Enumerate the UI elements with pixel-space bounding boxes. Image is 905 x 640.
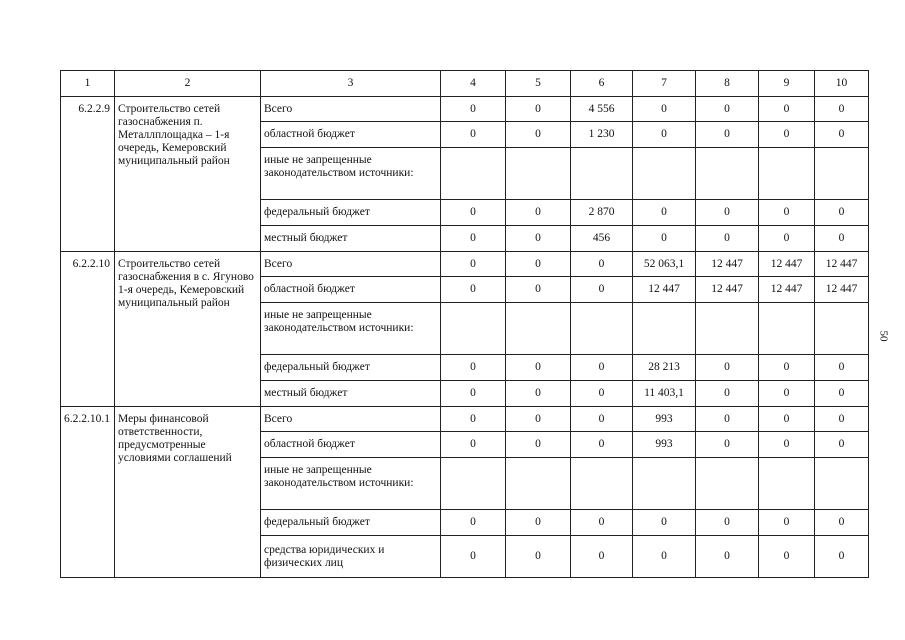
item-code: 6.2.2.9: [61, 97, 115, 252]
column-header: 7: [633, 71, 696, 97]
column-header: 10: [815, 71, 869, 97]
value-cell: 0: [441, 536, 506, 578]
value-cell: 0: [441, 200, 506, 226]
value-cell: 1 230: [571, 122, 633, 148]
value-cell: [815, 458, 869, 510]
value-cell: 0: [815, 200, 869, 226]
funding-source-label: иные не запрещенные законодательством источники:: [261, 458, 441, 510]
value-cell: 12 447: [759, 252, 815, 277]
value-cell: 0: [506, 407, 571, 432]
value-cell: 0: [759, 510, 815, 536]
value-cell: [696, 303, 759, 355]
value-cell: 0: [815, 510, 869, 536]
value-cell: 0: [696, 536, 759, 578]
value-cell: 0: [759, 122, 815, 148]
budget-table: [60, 70, 869, 578]
funding-source-label: Всего: [261, 407, 441, 432]
funding-source-label: федеральный бюджет: [261, 200, 441, 226]
value-cell: 0: [571, 432, 633, 458]
value-cell: 0: [696, 407, 759, 432]
column-header: 4: [441, 71, 506, 97]
value-cell: 0: [506, 536, 571, 578]
value-cell: [441, 303, 506, 355]
value-cell: [633, 303, 696, 355]
value-cell: 0: [441, 510, 506, 536]
value-cell: 0: [633, 536, 696, 578]
funding-source-label: областной бюджет: [261, 122, 441, 148]
column-header: 9: [759, 71, 815, 97]
funding-source-label: Всего: [261, 97, 441, 122]
value-cell: 0: [696, 355, 759, 381]
value-cell: 0: [815, 432, 869, 458]
value-cell: 0: [506, 226, 571, 252]
funding-source-label: федеральный бюджет: [261, 355, 441, 381]
value-cell: [441, 458, 506, 510]
value-cell: 993: [633, 432, 696, 458]
value-cell: 0: [506, 200, 571, 226]
value-cell: [506, 148, 571, 200]
value-cell: 0: [759, 226, 815, 252]
table-row: [61, 97, 869, 122]
value-cell: 0: [759, 355, 815, 381]
value-cell: [759, 303, 815, 355]
value-cell: [506, 458, 571, 510]
item-code: 6.2.2.10.1: [61, 407, 115, 578]
value-cell: 0: [633, 200, 696, 226]
page-number: 50: [877, 330, 890, 342]
value-cell: [571, 148, 633, 200]
item-title: Меры финансовой ответственности, предусмотренные условиями соглашений: [115, 407, 261, 578]
value-cell: 0: [815, 226, 869, 252]
value-cell: 0: [696, 122, 759, 148]
value-cell: 0: [696, 510, 759, 536]
value-cell: 0: [571, 407, 633, 432]
value-cell: 0: [571, 252, 633, 277]
value-cell: 0: [815, 381, 869, 407]
item-title: Строительство сетей газоснабжения в с. Ягуново 1-я очередь, Кемеровский муниципальный район: [115, 252, 261, 407]
value-cell: 12 447: [815, 252, 869, 277]
value-cell: [571, 303, 633, 355]
value-cell: 0: [633, 226, 696, 252]
value-cell: 0: [571, 536, 633, 578]
value-cell: [759, 148, 815, 200]
value-cell: 0: [815, 407, 869, 432]
value-cell: 0: [441, 252, 506, 277]
value-cell: 0: [815, 122, 869, 148]
column-header: 8: [696, 71, 759, 97]
value-cell: 0: [696, 226, 759, 252]
value-cell: 0: [506, 432, 571, 458]
value-cell: 0: [441, 226, 506, 252]
value-cell: 993: [633, 407, 696, 432]
value-cell: 0: [506, 252, 571, 277]
value-cell: 12 447: [696, 252, 759, 277]
value-cell: 0: [815, 355, 869, 381]
table-body: [61, 97, 869, 578]
value-cell: [441, 148, 506, 200]
value-cell: [696, 148, 759, 200]
value-cell: 0: [815, 536, 869, 578]
value-cell: 0: [696, 200, 759, 226]
value-cell: [506, 303, 571, 355]
funding-source-label: Всего: [261, 252, 441, 277]
value-cell: 0: [759, 536, 815, 578]
table-header-row: [61, 71, 869, 97]
value-cell: 2 870: [571, 200, 633, 226]
value-cell: 0: [441, 407, 506, 432]
funding-source-label: средства юридических и физических лиц: [261, 536, 441, 578]
value-cell: 0: [633, 510, 696, 536]
table-row: [61, 407, 869, 432]
column-header: 6: [571, 71, 633, 97]
value-cell: 0: [571, 277, 633, 303]
value-cell: 0: [441, 97, 506, 122]
column-header: 3: [261, 71, 441, 97]
value-cell: 0: [571, 381, 633, 407]
item-code: 6.2.2.10: [61, 252, 115, 407]
funding-source-label: областной бюджет: [261, 432, 441, 458]
value-cell: 0: [441, 122, 506, 148]
value-cell: 0: [441, 355, 506, 381]
value-cell: 0: [759, 97, 815, 122]
value-cell: 0: [506, 277, 571, 303]
column-header: 2: [115, 71, 261, 97]
value-cell: 0: [571, 355, 633, 381]
funding-source-label: областной бюджет: [261, 277, 441, 303]
item-title: Строительство сетей газоснабжения п. Металлплощадка – 1-я очередь, Кемеровский муниципальный район: [115, 97, 261, 252]
value-cell: 11 403,1: [633, 381, 696, 407]
funding-source-label: иные не запрещенные законодательством источники:: [261, 148, 441, 200]
value-cell: 12 447: [759, 277, 815, 303]
value-cell: 12 447: [696, 277, 759, 303]
funding-source-label: федеральный бюджет: [261, 510, 441, 536]
value-cell: 0: [696, 97, 759, 122]
value-cell: 0: [441, 432, 506, 458]
value-cell: 52 063,1: [633, 252, 696, 277]
column-header: 1: [61, 71, 115, 97]
value-cell: 0: [633, 122, 696, 148]
column-header: 5: [506, 71, 571, 97]
value-cell: 0: [506, 381, 571, 407]
value-cell: [815, 303, 869, 355]
value-cell: 0: [571, 510, 633, 536]
value-cell: 28 213: [633, 355, 696, 381]
value-cell: [696, 458, 759, 510]
funding-source-label: иные не запрещенные законодательством источники:: [261, 303, 441, 355]
value-cell: 0: [815, 97, 869, 122]
value-cell: 0: [633, 97, 696, 122]
value-cell: 0: [759, 381, 815, 407]
value-cell: 0: [759, 432, 815, 458]
value-cell: 12 447: [633, 277, 696, 303]
value-cell: 0: [506, 355, 571, 381]
value-cell: 0: [441, 381, 506, 407]
value-cell: 0: [759, 407, 815, 432]
value-cell: 0: [506, 97, 571, 122]
value-cell: [633, 458, 696, 510]
value-cell: 0: [441, 277, 506, 303]
value-cell: 456: [571, 226, 633, 252]
value-cell: 0: [506, 122, 571, 148]
value-cell: [633, 148, 696, 200]
funding-source-label: местный бюджет: [261, 226, 441, 252]
funding-source-label: местный бюджет: [261, 381, 441, 407]
value-cell: 12 447: [815, 277, 869, 303]
value-cell: [815, 148, 869, 200]
value-cell: [759, 458, 815, 510]
value-cell: 0: [696, 432, 759, 458]
table-row: [61, 252, 869, 277]
value-cell: 0: [506, 510, 571, 536]
value-cell: 0: [759, 200, 815, 226]
value-cell: [571, 458, 633, 510]
value-cell: 0: [696, 381, 759, 407]
value-cell: 4 556: [571, 97, 633, 122]
